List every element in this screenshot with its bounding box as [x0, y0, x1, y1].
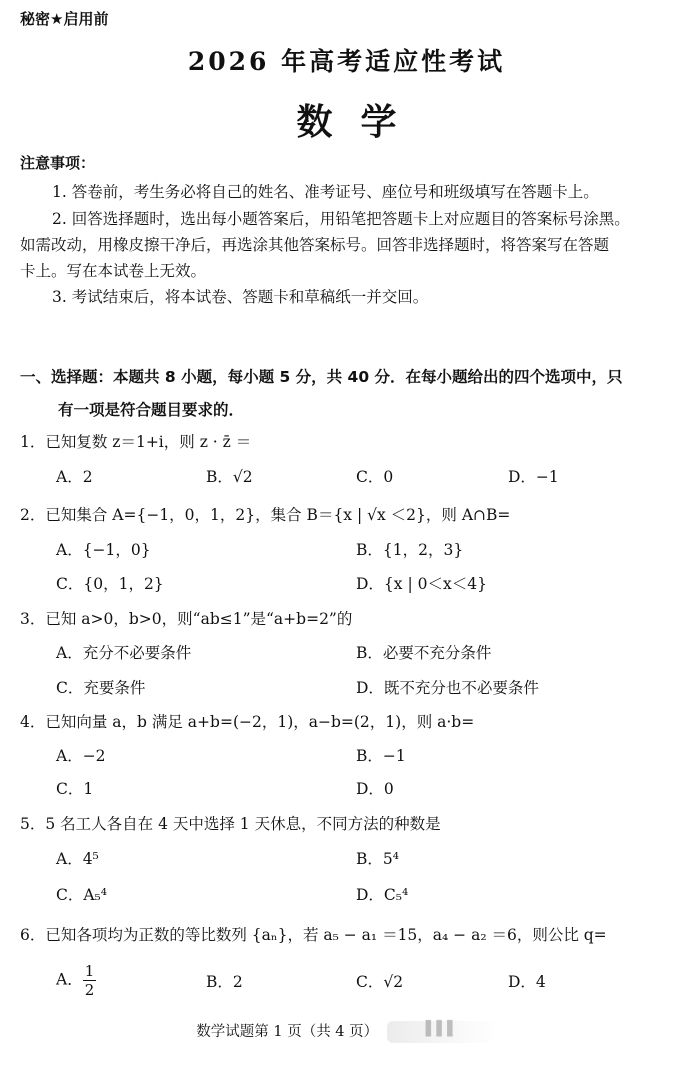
exam-title: 2026 年高考适应性考试: [187, 47, 506, 76]
question-6-option-a-label: A．: [56, 970, 83, 989]
subject-title: 数学: [296, 101, 425, 143]
question-1-stem: 1．已知复数 z＝1+i，则 z · z̄ ＝: [20, 433, 252, 451]
page-footer: [0, 1020, 693, 1043]
notice-heading: 注意事项：: [20, 154, 96, 172]
question-3-option-c: C．充要条件: [56, 679, 146, 697]
notice-line-3: 如需改动，用橡皮擦干净后，再选涂其他答案标号。回答非选择题时，将答案写在答题: [20, 236, 610, 254]
question-1-option-b: B．√2: [206, 468, 253, 486]
watermark-text: ▌▌▌: [425, 1021, 458, 1037]
question-3-option-b: B．必要不充分条件: [356, 644, 492, 662]
footer-text: 数学试题第 1 页（共 4 页）: [196, 1024, 379, 1040]
watermark-overlay: [387, 1021, 497, 1043]
question-5-option-b: B．5⁴: [356, 850, 399, 868]
question-2-option-c: C．{0，1，2}: [56, 575, 164, 593]
question-6-stem: 6．已知各项均为正数的等比数列 {aₙ}，若 a₅ − a₁ ＝15，a₄ − a₂ ＝6，则公比 q=: [20, 926, 607, 944]
fraction-numerator: 1: [84, 962, 95, 980]
notice-line-2: 2. 回答选择题时，选出每小题答案后，用铅笔把答题卡上对应题目的答案标号涂黑。: [52, 210, 630, 228]
question-2-option-b: B．{1，2，3}: [356, 541, 464, 559]
fraction-denominator: 2: [84, 981, 95, 999]
question-4-option-a: A．−2: [56, 747, 106, 765]
section-heading-line-1: 一、选择题：本题共 8 小题，每小题 5 分，共 40 分．在每小题给出的四个选项中，只: [20, 368, 623, 386]
question-5-option-c: C．A₅⁴: [56, 886, 107, 904]
question-3-option-d: D．既不充分也不必要条件: [356, 679, 539, 697]
question-3-stem: 3．已知 a>0，b>0，则“ab≤1”是“a+b=2”的: [20, 610, 353, 628]
confidential-label: 秘密★启用前: [20, 10, 109, 28]
question-3-option-a: A．充分不必要条件: [56, 644, 192, 662]
question-2-stem: 2．已知集合 A={−1，0，1，2}，集合 B＝{x | √x ＜2}，则 A∩B=: [20, 506, 511, 524]
question-1-option-d: D．−1: [508, 468, 559, 486]
notice-line-4: 卡上。写在本试卷上无效。: [20, 262, 207, 280]
question-4-option-c: C．1: [56, 780, 94, 798]
fraction: [83, 962, 97, 999]
question-6-option-a: [56, 962, 96, 999]
question-4-stem: 4．已知向量 a，b 满足 a+b=(−2，1)，a−b=(2，1)，则 a·b=: [20, 713, 475, 731]
question-2-option-a: A．{−1，0}: [56, 541, 151, 559]
notice-line-5: 3. 考试结束后，将本试卷、答题卡和草稿纸一并交回。: [52, 288, 429, 306]
question-6-option-b: B．2: [206, 973, 243, 991]
question-1-option-c: C．0: [356, 468, 394, 486]
question-6-option-d: D．4: [508, 973, 546, 991]
question-4-option-b: B．−1: [356, 747, 406, 765]
question-5-stem: 5．5 名工人各自在 4 天中选择 1 天休息，不同方法的种数是: [20, 815, 441, 833]
question-6-option-c: C．√2: [356, 973, 404, 991]
notice-line-1: 1. 答卷前，考生务必将自己的姓名、准考证号、座位号和班级填写在答题卡上。: [52, 183, 599, 201]
question-1-option-a: A．2: [56, 468, 93, 486]
question-5-option-d: D．C₅⁴: [356, 886, 409, 904]
question-2-option-d: D．{x | 0＜x＜4}: [356, 575, 487, 593]
question-4-option-d: D．0: [356, 780, 394, 798]
question-5-option-a: A．4⁵: [56, 850, 99, 868]
section-heading-line-2: 有一项是符合题目要求的．: [58, 401, 245, 419]
